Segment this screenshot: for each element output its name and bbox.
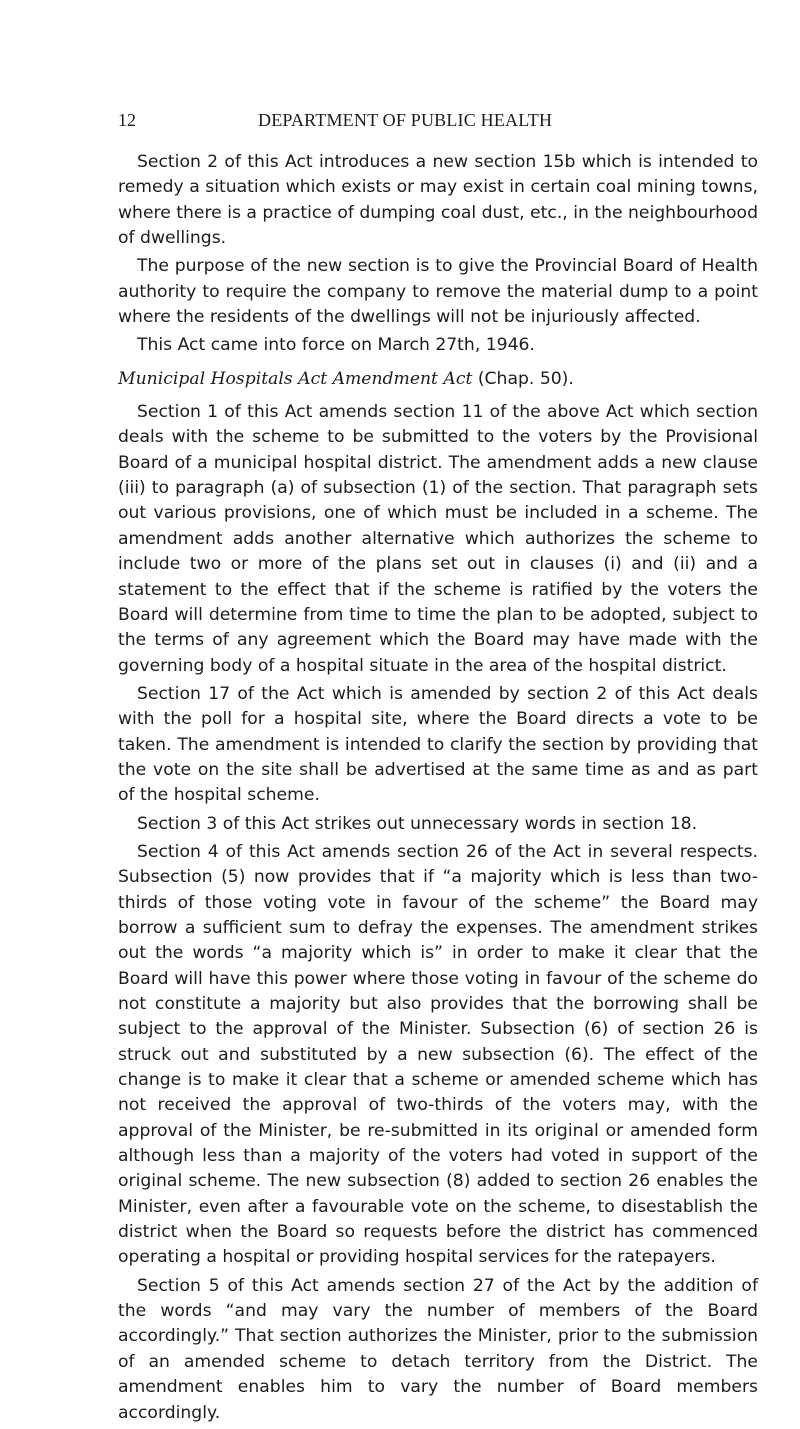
paragraph: Section 17 of the Act which is amended by section 2 of this Act deals with the poll for a hospital site, where the Board directs a vote to be taken. The amendment is intended to clarify the section by providing that the vote on the site shall be advertised at the same time as and as part of the hospital scheme. xyxy=(118,683,758,806)
paragraph: Section 1 of this Act amends section 11 of the above Act which section deals with the scheme to be submitted to the voters by the Provisional Board of a municipal hospital district. The amendment adds a new clause (iii) to paragraph (a) of subsection (1) of the section. That paragraph sets out various provisions, one of which must be included in a scheme. The amendment adds another alternative which authorizes the scheme to include two or more of the plans set out in clauses (i) and (ii) and a statement to the effect that if the scheme is ratified by the voters the Board will determine from time to time the plan to be adopted, subject to the terms of any agreement which the Board may have made with the governing body of a hospital situate in the area of the hospital district. xyxy=(118,402,758,676)
act-heading xyxy=(118,367,758,392)
running-head: DEPARTMENT OF PUBLIC HEALTH xyxy=(258,110,553,130)
page-header xyxy=(118,110,758,134)
paragraph: Section 3 of this Act strikes out unnecessary words in section 18. xyxy=(137,813,698,834)
paragraph: Section 4 of this Act amends section 26 of the Act in several respects. Subsection (5) now provides that if “a majority which is less than two-thirds of those voting vote in favour of the scheme” the Board may borrow a sufficient sum to defray the expenses. The amendment strikes out the words “a majority which is” in order to make it clear that the Board will have this power where those voting in favour of the scheme do not constitute a majority but also provides that the borrowing shall be subject to the approval of the Minister. Subsection (6) of section 26 is struck out and substituted by a new subsection (6). The effect of the change is to make it clear that a scheme or amended scheme which has not received the approval of two-thirds of the voters may, with the approval of the Minister, be re-submitted in its original or amended form although less than a majority of the voters had voted in support of the original scheme. The new subsection (8) added to section 26 enables the Minister, even after a favourable vote on the scheme, to disestablish the district when the Board so requests before the district has commenced operating a hospital or providing hospital services for the ratepayers. xyxy=(118,841,758,1268)
paragraph: This Act came into force on March 27th, 1946. xyxy=(137,335,535,356)
page-number: 12 xyxy=(118,110,136,130)
act-heading-title: Municipal Hospitals Act Amendment Act xyxy=(118,368,473,389)
body-text xyxy=(118,150,758,1429)
paragraph: The purpose of the new section is to give the Provincial Board of Health authority to require the company to remove the material dump to a point where the residents of the dwellings will not be injuriously affected. xyxy=(118,256,758,328)
paragraph: Section 5 of this Act amends section 27 of the Act by the addition of the words “and may vary the number of members of the Board accordingly.” That section authorizes the Minister, prior to the submission of an amended scheme to detach territory from the District. The amendment enables him to vary the number of Board members accordingly. xyxy=(118,1275,758,1423)
act-heading-chapter: (Chap. 50). xyxy=(477,368,574,389)
paragraph: Section 2 of this Act introduces a new section 15b which is intended to remedy a situation which exists or may exist in certain coal mining towns, where there is a practice of dumping coal dust, etc., in the neighbourhood of dwellings. xyxy=(118,152,758,249)
